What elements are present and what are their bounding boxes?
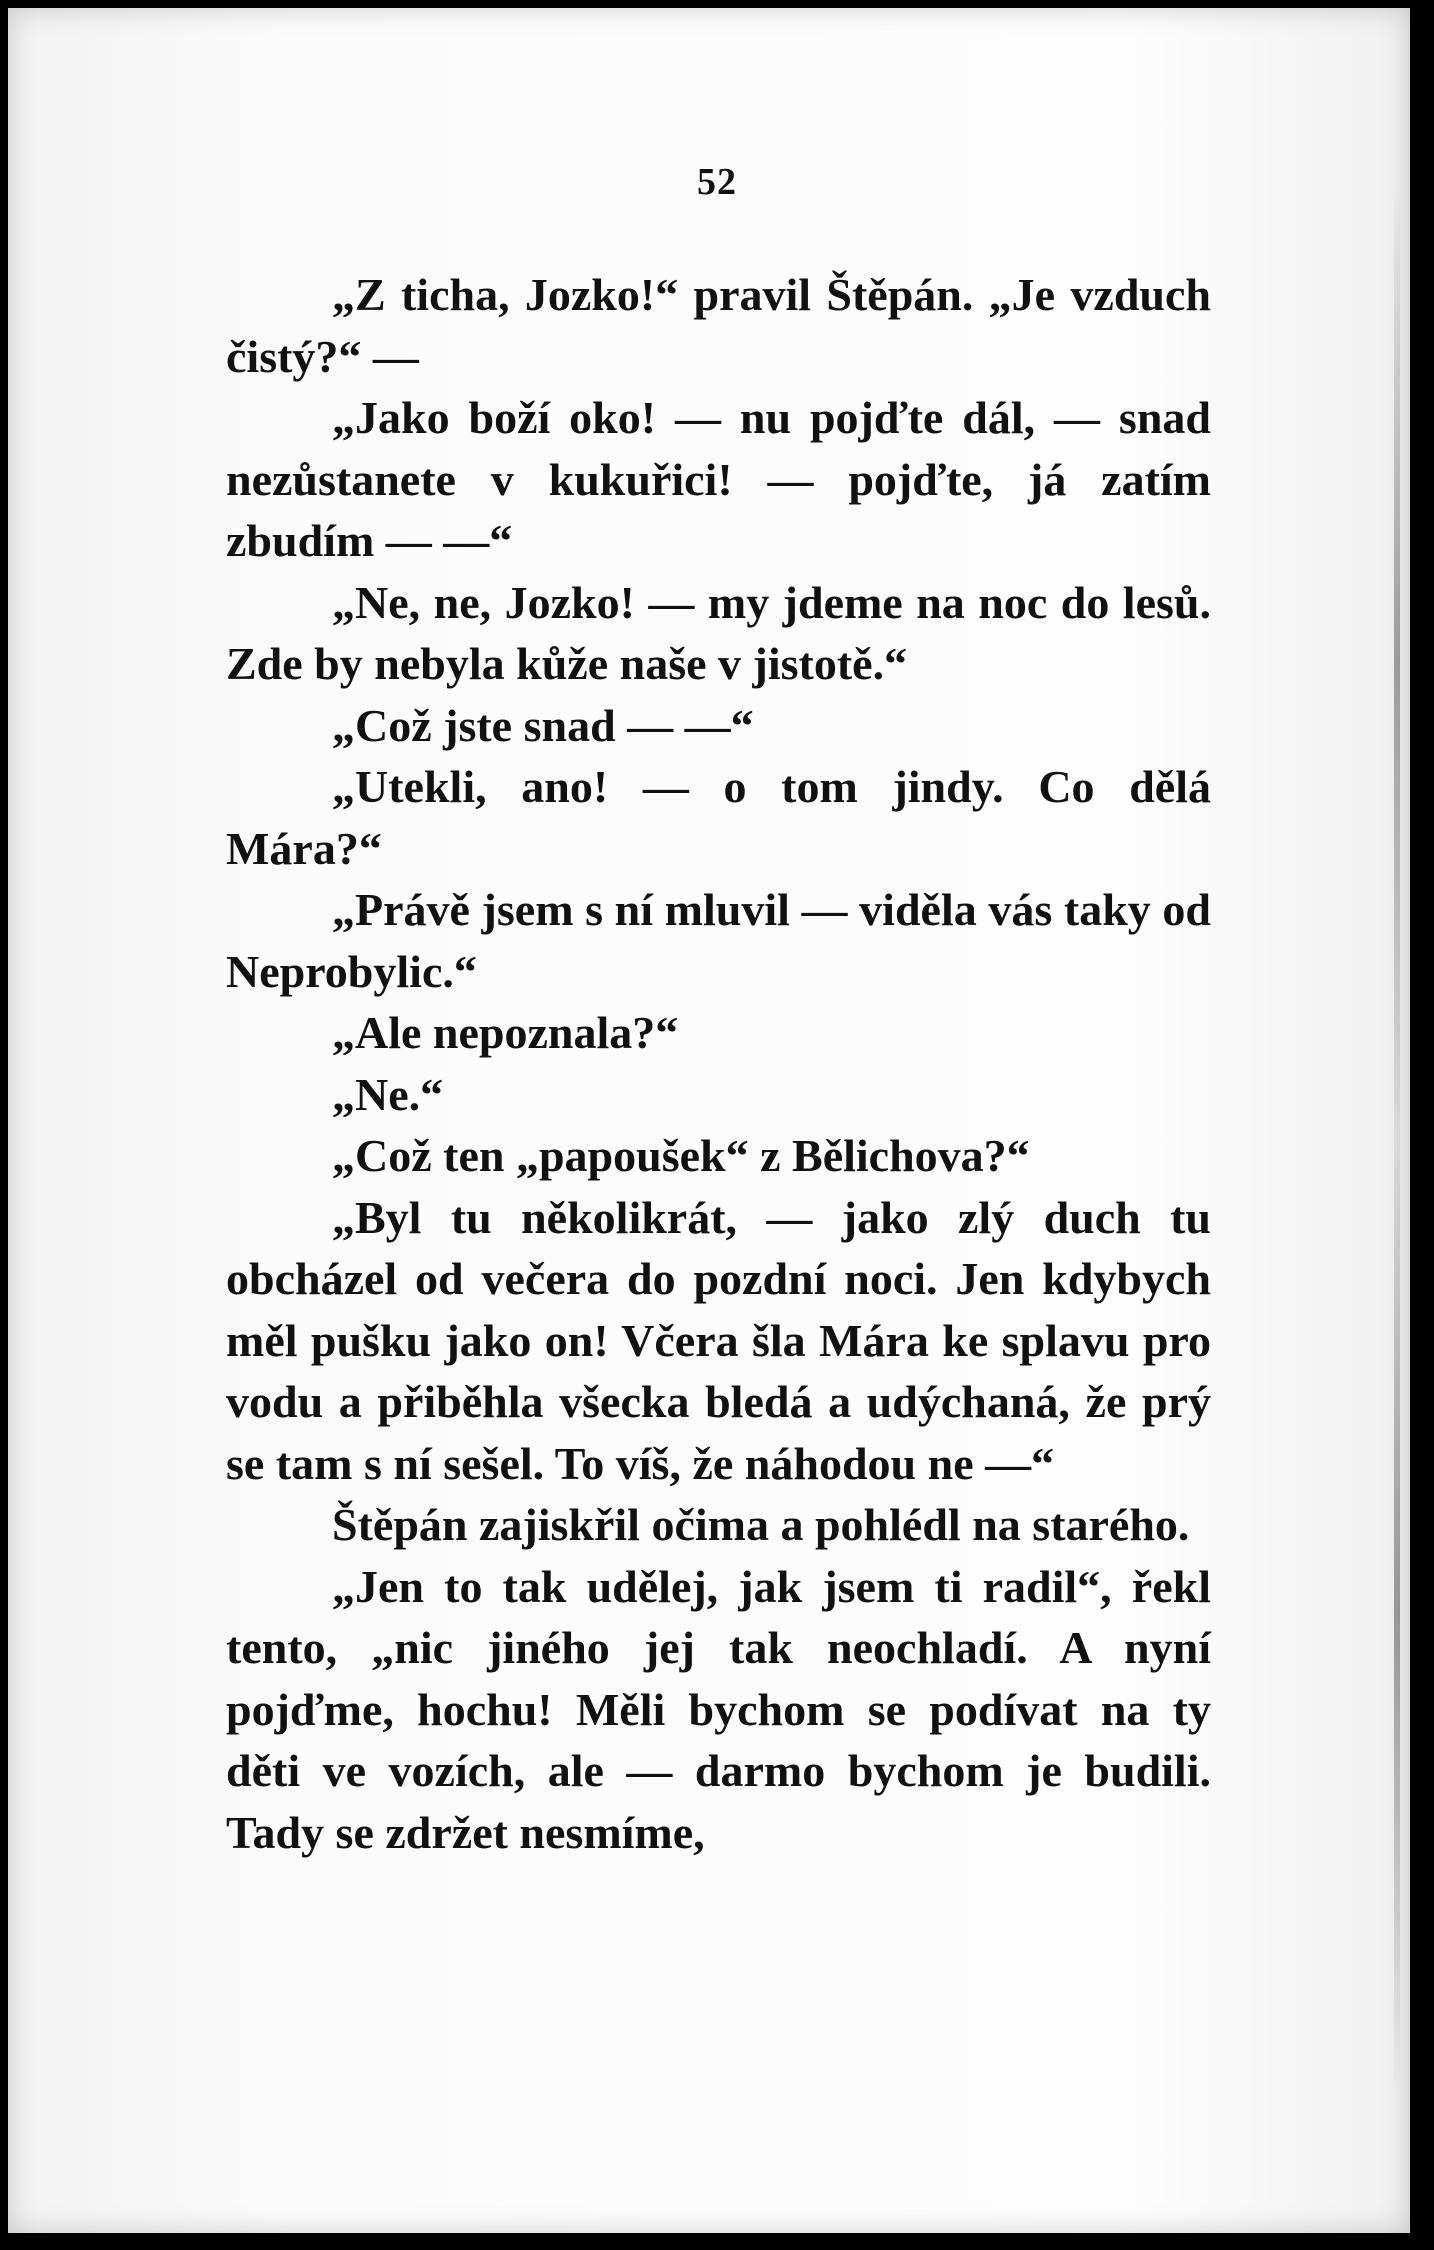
paragraph-8: „Ne.“ <box>332 1068 444 1120</box>
paragraph-7: „Ale nepoznala?“ <box>332 1007 679 1058</box>
paragraph-5: „Utekli, ano! — o tom jindy. Co dělá Mára?“ <box>226 761 1211 874</box>
binding-edge-shadow <box>1394 188 1400 2088</box>
paragraph-3: „Ne, ne, Jozko! — my jdeme na noc do lesů. Zde by nebyla kůže naše v jistotě.“ <box>226 576 1211 689</box>
paragraph-2: „Jako boží oko! — nu pojďte dál, — snad nezůstanete v kukuřici! — pojďte, já zatím zbudím — —“ <box>226 392 1211 566</box>
paragraph-6: „Právě jsem s ní mluvil — viděla vás taky od Neprobylic.“ <box>226 884 1211 997</box>
paragraph-12: „Jen to tak udělej, jak jsem ti radil“, řekl tento, „nic jiného jej tak neochladí. A nyní pojďme, hochu! Měli bychom se podívat na ty děti ve vozích, ale — darmo bychom je budili. Tady se zdržet nesmíme, <box>226 1560 1211 1858</box>
body-text <box>226 264 1211 1863</box>
paragraph-10: „Byl tu několikrát, — jako zlý duch tu obcházel od večera do pozdní noci. Jen kdybych měl pušku jako on! Včera šla Mára ke splavu pro vodu a přiběhla všecka bledá a udýchaná, že prý se tam s ní sešel. To víš, že náhodou ne —“ <box>226 1191 1211 1489</box>
paragraph-1: „Z ticha, Jozko!“ pravil Štěpán. „Je vzduch čistý?“ — <box>226 269 1211 382</box>
paragraph-9: „Což ten „papoušek“ z Bělichova?“ <box>332 1130 1030 1181</box>
paragraph-11: Štěpán zajiskřil očima a pohlédl na starého. <box>332 1499 1190 1550</box>
page-number: 52 <box>697 161 737 203</box>
paragraph-4: „Což jste snad — —“ <box>332 699 754 751</box>
